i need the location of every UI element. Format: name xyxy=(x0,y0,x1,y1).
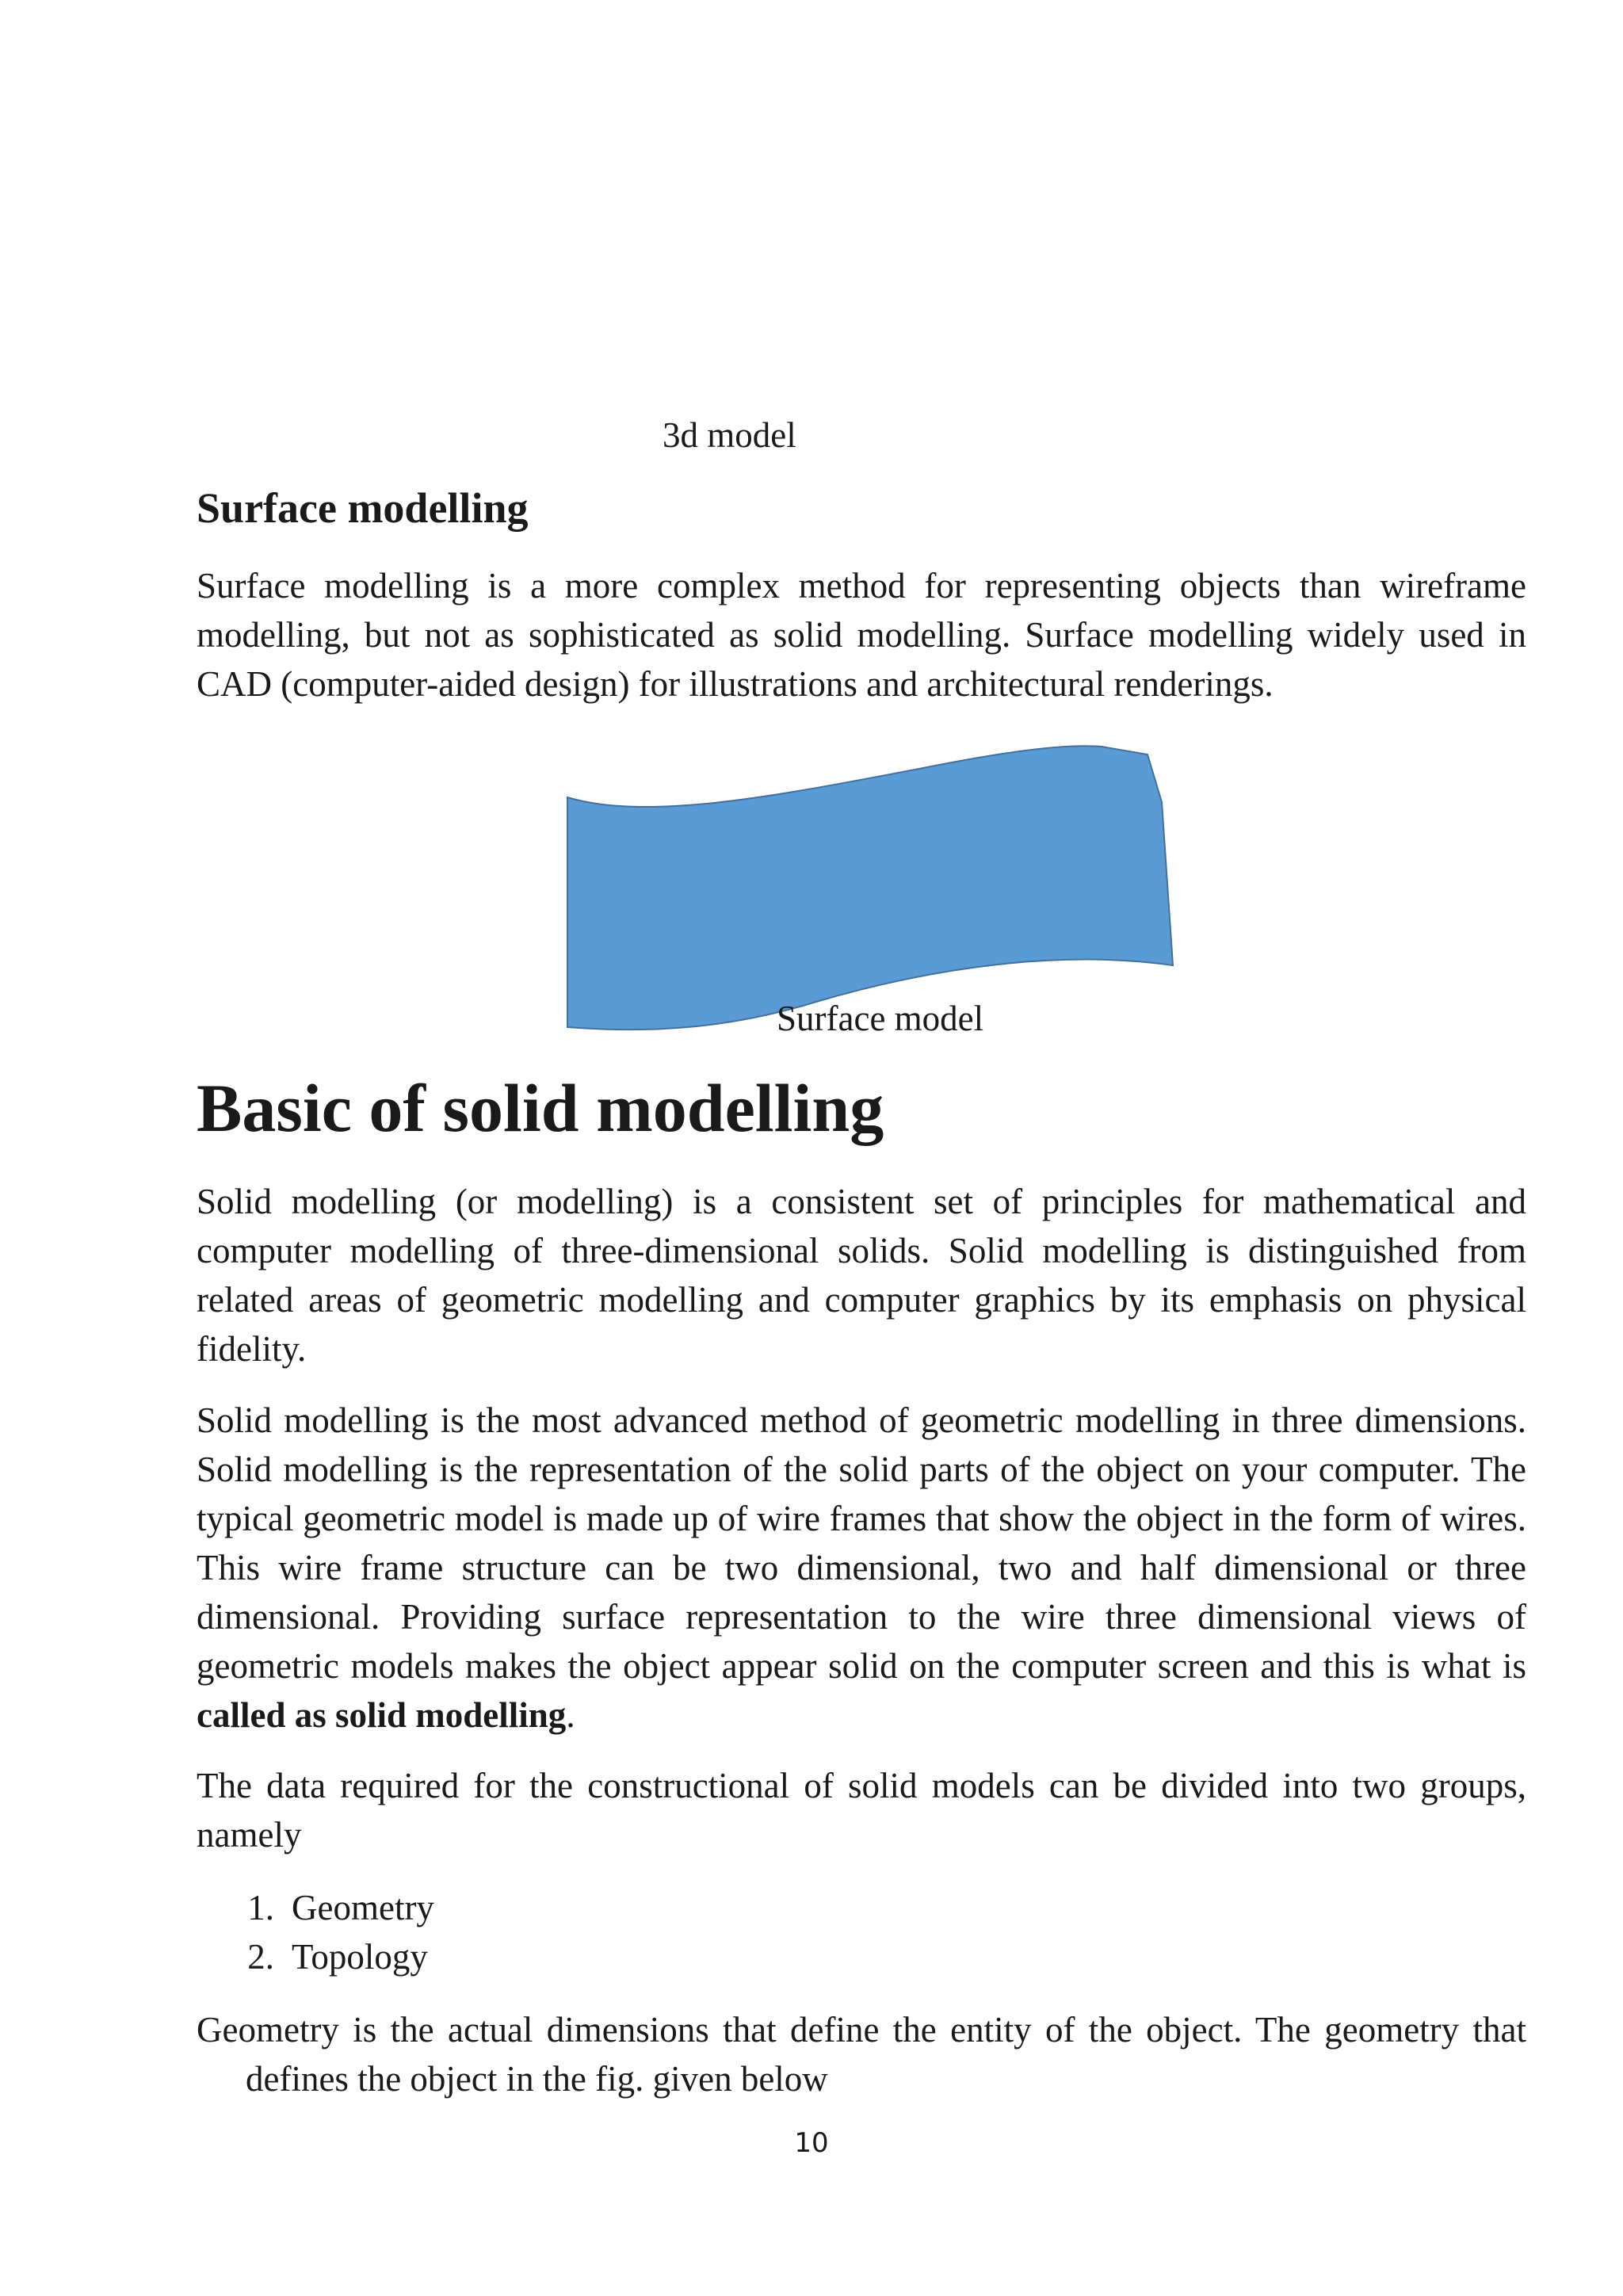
section-heading-surface-modelling: Surface modelling xyxy=(197,484,529,532)
figure-caption-3d-model: 3d model xyxy=(663,415,796,455)
paragraph-data-groups: The data required for the constructional of solid models can be divided into two groups, namely xyxy=(197,1766,1526,1855)
paragraph-solid-intro: Solid modelling (or modelling) is a consistent set of principles for mathematical and computer modelling of three-dimensional solids. Solid modelling is distinguished from related areas of geometric modelling and computer graphics by its emphasis on physical fidelity. xyxy=(197,1182,1526,1369)
list-item-text: Topology xyxy=(292,1937,428,1977)
paragraph-geometry: Geometry is the actual dimensions that define the entity of the object. The geometry that defines the object in the fig. given below xyxy=(197,2010,1526,2099)
list-item-text: Geometry xyxy=(292,1888,434,1927)
paragraph-solid-detail-text: Solid modelling is the most advanced method of geometric modelling in three dimensions. Solid modelling is the representation of the solid parts of the object on your computer. The typical geometric model is made up of wire frames that show the object in the form of wires. This wire frame structure can be two dimensional, two and half dimensional or three dimensional. Providing surface representation to the wire three dimensional views of geometric models makes the object appear solid on the computer screen and this is what is xyxy=(197,1400,1526,1686)
page-number: 10 xyxy=(794,2127,829,2159)
list-item-number: 2. xyxy=(247,1937,274,1977)
surface-model-figure xyxy=(555,729,1205,1038)
list-item xyxy=(197,1883,831,1932)
figure-caption-surface-model: Surface model xyxy=(777,999,984,1038)
paragraph-surface-modelling: Surface modelling is a more complex method for representing objects than wireframe modelling, but not as sophisticated as solid modelling. Surface modelling widely used in CAD (computer-aided design) for illustrations and architectural renderings. xyxy=(197,566,1526,704)
list-item xyxy=(197,1932,831,1981)
surface-shape xyxy=(567,746,1173,1030)
numbered-list xyxy=(197,1883,831,1981)
paragraph-solid-detail-end: . xyxy=(566,1695,575,1735)
paragraph-solid-detail xyxy=(197,1396,1526,1740)
paragraph-solid-detail-bold: called as solid modelling xyxy=(197,1695,567,1735)
section-heading-solid-modelling: Basic of solid modelling xyxy=(197,1070,884,1146)
list-item-number: 1. xyxy=(247,1888,274,1927)
